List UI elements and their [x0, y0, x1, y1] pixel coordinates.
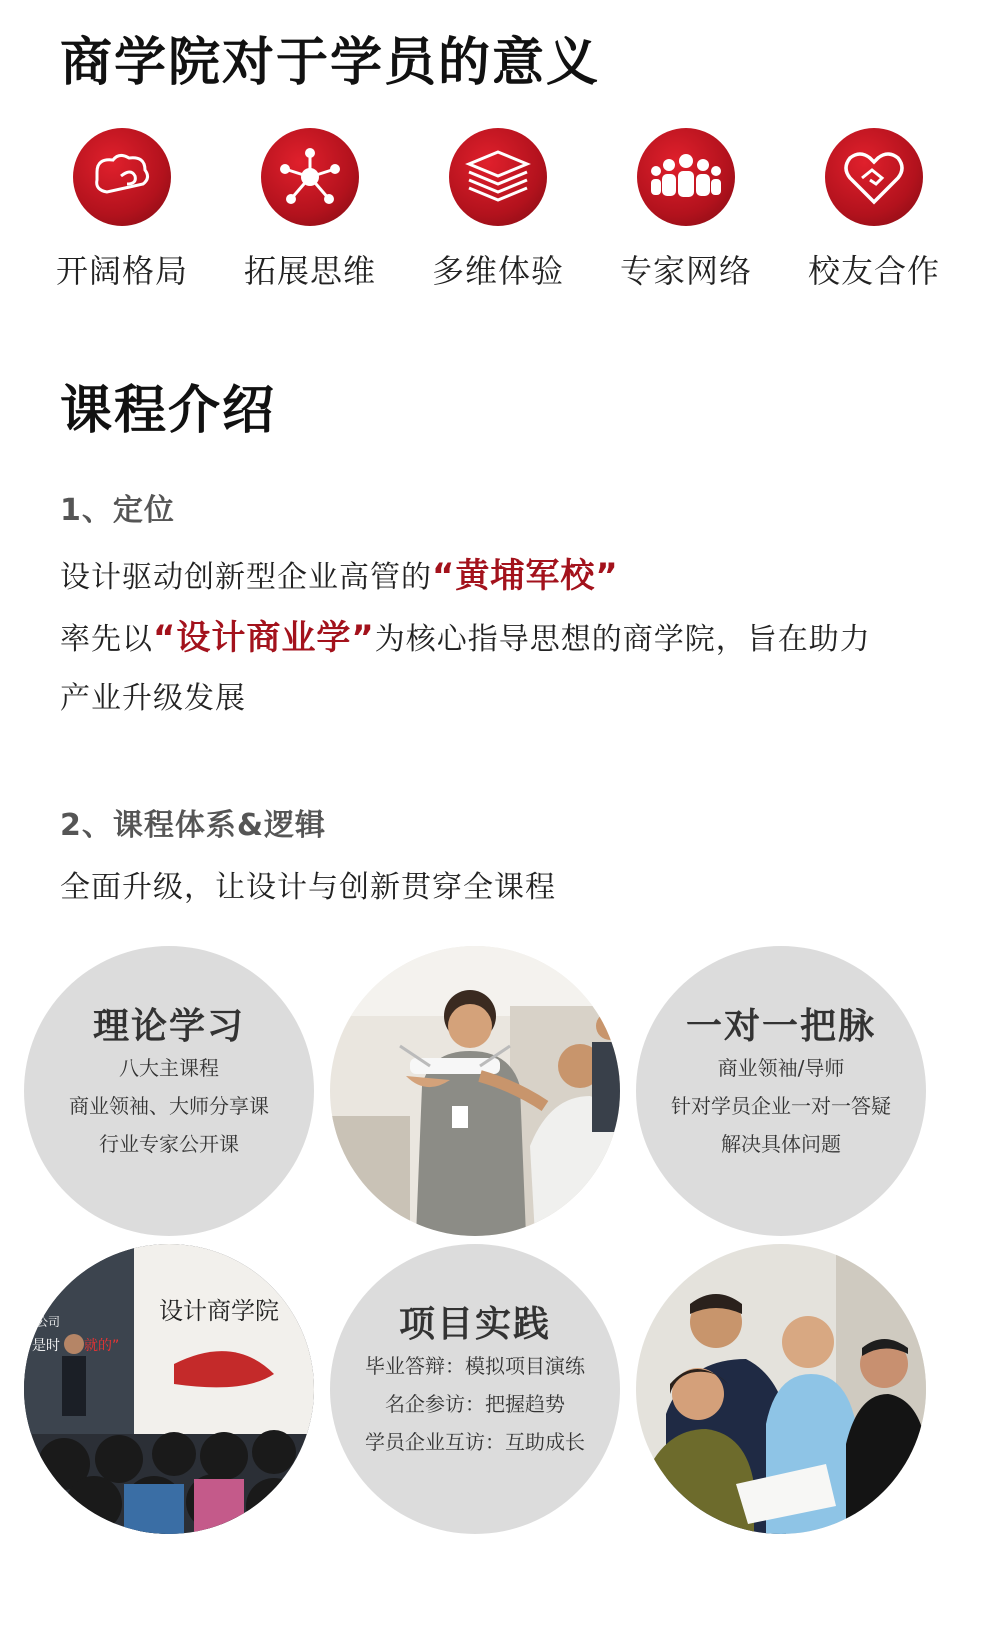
discussion-photo [636, 1244, 926, 1534]
one-on-one-circle [636, 946, 926, 1236]
positioning-line-1 [60, 548, 619, 597]
circle-item: 名企参访：把握趋势 [385, 1392, 565, 1416]
project-practice-circle [330, 1244, 620, 1534]
system-heading: 2、课程体系&逻辑 [60, 808, 327, 843]
circle-item: 针对学员企业一对一答疑 [671, 1094, 891, 1118]
system-line: 全面升级，让设计与创新贯穿全课程 [60, 870, 556, 905]
positioning-highlight-1: “黄埔军校” [432, 556, 619, 596]
slide-title: 设计商学院 [159, 1297, 279, 1325]
benefit-label: 校友合作 [807, 252, 940, 290]
layers-icon [449, 128, 547, 226]
handshake-heart-icon [825, 128, 923, 226]
positioning-line-2-prefix: 率先以 [60, 622, 153, 657]
benefit-item [215, 128, 405, 292]
section-title: 课程介绍 [60, 381, 277, 441]
circle-item: 商业领袖/导师 [717, 1056, 845, 1080]
circle-title: 理论学习 [92, 1006, 245, 1047]
benefit-label: 多维体验 [431, 252, 564, 290]
theory-learning-circle [24, 946, 314, 1236]
benefit-icons-row [0, 128, 1000, 298]
benefit-item [779, 128, 969, 292]
benefit-item [403, 128, 593, 292]
benefit-label: 开阔格局 [55, 252, 188, 290]
benefit-item [591, 128, 781, 292]
circle-item: 行业专家公开课 [99, 1132, 239, 1156]
screen-text: 是时 [32, 1338, 60, 1354]
people-group-icon [637, 128, 735, 226]
positioning-line-1-text: 设计驱动创新型企业高管的 [60, 560, 432, 595]
lecture-photo [24, 1244, 314, 1534]
cloud-scroll-icon [73, 128, 171, 226]
benefit-label: 专家网络 [619, 252, 752, 290]
network-nodes-icon [261, 128, 359, 226]
circle-title: 项目实践 [398, 1304, 551, 1345]
positioning-line-2 [60, 610, 871, 659]
circle-title: 一对一把脉 [685, 1006, 876, 1047]
circle-item: 学员企业互访：互助成长 [365, 1430, 585, 1454]
positioning-heading: 1、定位 [60, 493, 175, 528]
positioning-highlight-2: “设计商业学” [153, 618, 375, 658]
benefit-item [27, 128, 217, 292]
positioning-line-2-suffix: 为核心指导思想的商学院，旨在助力 [374, 622, 871, 657]
drone-photo [330, 946, 620, 1236]
circle-item: 八大主课程 [119, 1056, 219, 1080]
circle-item: 毕业答辩：模拟项目演练 [365, 1354, 585, 1378]
screen-text: 公司 [36, 1315, 61, 1329]
benefit-label: 拓展思维 [243, 252, 376, 290]
screen-text: 就的” [84, 1338, 120, 1354]
circle-item: 解决具体问题 [721, 1132, 841, 1156]
page-title: 商学院对于学员的意义 [60, 33, 601, 93]
circle-item: 商业领袖、大师分享课 [69, 1094, 269, 1118]
positioning-line-3: 产业升级发展 [60, 681, 246, 716]
